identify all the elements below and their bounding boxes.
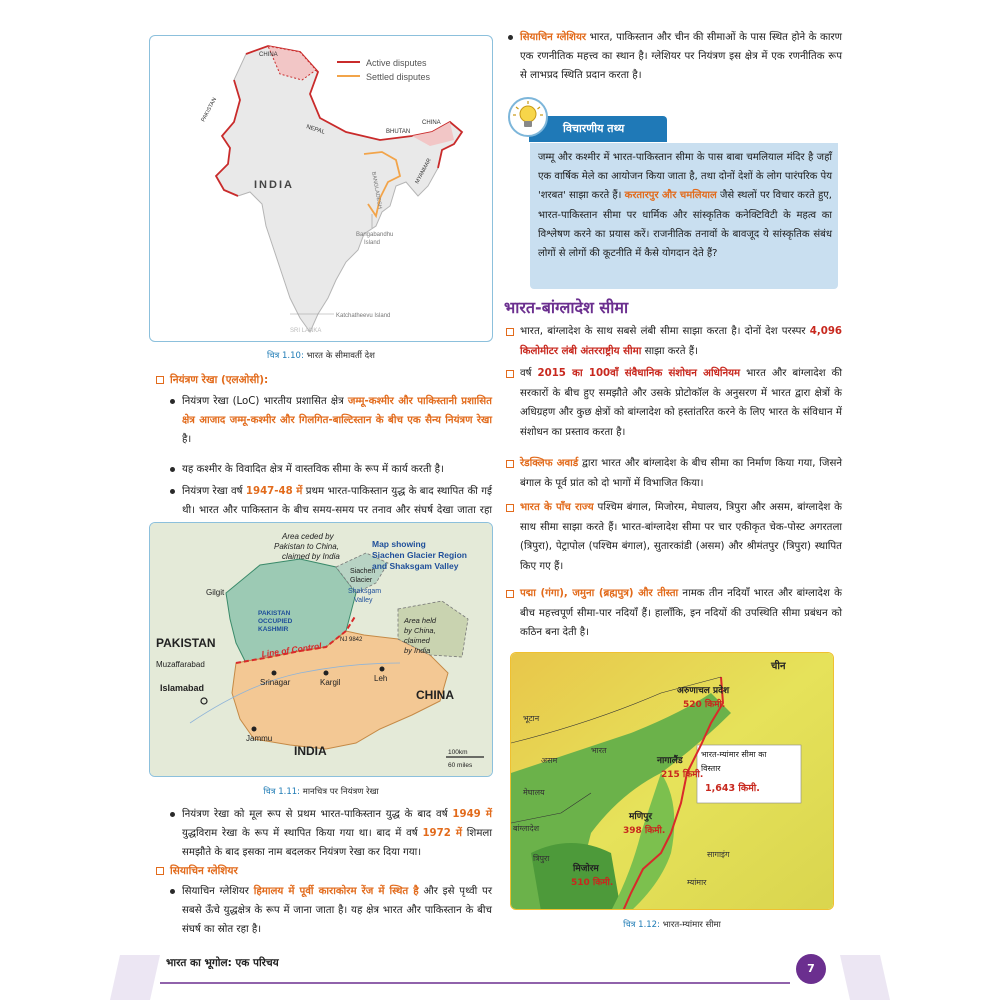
label-bangabandhu-1: Bangabandhu — [356, 232, 394, 238]
map-title-1: Map showing — [372, 539, 426, 549]
label-area-china-3: claimed — [404, 636, 430, 645]
label-ceded-1: Area ceded by — [282, 532, 334, 541]
siachen-bullet-1 — [182, 882, 492, 940]
label-border-box-km: 1,643 किमी. — [705, 783, 760, 794]
label-nj9842: NJ 9842 — [340, 637, 363, 643]
caption-number: चित्र 1.10: — [267, 351, 304, 361]
label-nagaland-km: 215 किमी. — [661, 770, 704, 780]
loc-b3-text: नियंत्रण रेखा वर्ष — [182, 486, 246, 497]
label-katchatheevu: Katchatheevu Island — [336, 313, 391, 319]
loc2-text-a: नियंत्रण रेखा को मूल रूप से प्रथम भारत-पाकिस्तान युद्ध के बाद वर्ष — [182, 809, 453, 820]
label-valley: Valley — [354, 597, 373, 604]
label-manipur: मणिपुर — [629, 812, 653, 822]
bd-p2-end: भारत और बांग्लादेश की सरकारों के बीच हुए समझौते और उसके प्रोटोकॉल के अनुसरण में भारत द्वारा क्षेत्रों के अधिग्रहण और कुछ क्षेत्रों को बांग्लादेश को हस्तांतरित करने के लिए भारत के संविधान में संशोधन का प्रस्ताव करता है। — [520, 368, 843, 438]
label-pakistan-big: PAKISTAN — [156, 636, 216, 650]
loc-bullet-4 — [182, 805, 492, 863]
siachen-map-svg — [150, 523, 493, 777]
label-meghalaya: मेघालय — [523, 788, 545, 797]
caption-number: चित्र 1.12: — [623, 920, 660, 930]
label-tripura: त्रिपुरा — [533, 854, 550, 863]
bd-point-4 — [520, 498, 842, 576]
label-srinagar: Srinagar — [260, 678, 291, 687]
label-pok-2: OCCUPIED — [258, 618, 293, 625]
map-title-2: Siachen Glacier Region — [372, 550, 467, 560]
bd-p2-text: वर्ष — [520, 368, 538, 379]
caption-text: भारत-म्यांमार सीमा — [659, 920, 721, 930]
siachen-b1-end: और इसे पृथ्वी पर सबसे ऊँचे युद्धक्षेत्र के रूप में जाना जाता है। यह क्षेत्र भारत और पाकिस्तान के बीच संघर्ष का स्रोत रहा है। — [182, 886, 492, 936]
map-india-myanmar — [510, 652, 834, 910]
bd-p1-text: भारत, बांग्लादेश के साथ सबसे लंबी सीमा साझा करता है। दोनों देश परस्पर — [520, 326, 810, 337]
bd-p4-text: पश्चिम बंगाल, मिजोरम, मेघालय, त्रिपुरा और असम, बांग्लादेश के साथ सीमा साझा करते हैं। भारत-बांग्लादेश सीमा पर चार एकीकृत चेक-पोस्ट अगरतला (त्रिपुरा), पेट्रापोल (पश्चिम बंगाल), सुतारकांडी (असम) और श्रीमंतपुर (त्रिपुरा) स्थापित किए गए हैं। — [520, 502, 842, 572]
loc2-year-1972: 1972 में — [422, 828, 462, 840]
label-india: INDIA — [254, 179, 294, 191]
loc-bullet-1 — [182, 392, 492, 450]
label-pok-1: PAKISTAN — [258, 610, 291, 617]
label-bangladesh: BANGLADESH — [370, 171, 383, 210]
siachen-heading: सियाचिन ग्लेशियर — [170, 862, 238, 880]
siachen-r1-text: भारत, पाकिस्तान और चीन की सीमाओं के पास स्थित होने के कारण एक रणनीतिक महत्त्व का स्थान है। ग्लेशियर पर नियंत्रण इस क्षेत्र में एक रणनीतिक रूप से लाभप्रद स्थिति प्रदान करता है। — [520, 32, 843, 82]
bd-point-3 — [520, 454, 842, 493]
footer-book-title: भारत का भूगोल: एक परिचय — [166, 957, 279, 969]
footer-decoration — [0, 955, 1000, 1000]
map-india-borders — [149, 35, 493, 342]
bd-p1-end: साझा करते हैं। — [641, 345, 699, 357]
label-siachen-2: Glacier — [350, 577, 373, 584]
label-bangladesh: बांग्लादेश — [513, 824, 540, 833]
loc2-year-1949: 1949 में — [452, 809, 493, 820]
fact-text-highlight: करतारपुर और चमलियाल — [624, 190, 717, 202]
label-myanmar: म्यांमार — [687, 878, 707, 887]
loc2-text-c: युद्धविराम रेखा के रूप में स्थापित किया गया था। बाद में वर्ष — [182, 828, 423, 840]
figure-caption-1-12 — [510, 919, 834, 930]
label-scale-miles: 60 miles — [448, 762, 473, 769]
bd-point-1 — [520, 322, 842, 361]
section-title-india-bangladesh: भारत-बांग्लादेश सीमा — [504, 298, 629, 317]
loc-b1-highlight: जम्मू-कश्मीर और पाकिस्तानी प्रशासित क्षेत्र आजाद जम्मू-कश्मीर और गिलगित-बाल्टिस्तान के बीच एक सैन्य नियंत्रण रेखा — [182, 396, 492, 427]
bd-p2-highlight: 2015 का 100वाँ संवैधानिक संशोधन अधिनियम — [537, 368, 741, 379]
india-landmass — [216, 46, 462, 332]
label-bharat: भारत — [591, 746, 607, 755]
label-scale-km: 100km — [448, 749, 468, 756]
bd-p5-highlight: पद्मा (गंगा), जमुना (ब्रह्मपुत्र) और तीस्ता — [520, 588, 679, 599]
label-muzaffarabad: Muzaffarabad — [156, 660, 205, 669]
label-china: CHINA — [259, 52, 278, 58]
label-sagaing: सागाइंग — [707, 850, 730, 859]
bd-p3-text: द्वारा भारत और बांग्लादेश के बीच सीमा का निर्माण किया गया, जिसने बंगाल के पूर्व प्रांत को दो भागों में विभाजित किया। — [520, 458, 842, 489]
siachen-r1-highlight: सियाचिन ग्लेशियर — [520, 32, 587, 43]
label-mizoram-km: 510 किमी. — [571, 878, 614, 888]
label-srilanka: SRI LANKA — [290, 328, 322, 334]
label-china: चीन — [771, 661, 786, 672]
legend-settled-label: Settled disputes — [366, 72, 431, 82]
lightbulb-icon — [508, 97, 548, 137]
siachen-bullet-2 — [520, 28, 842, 86]
label-india-big: INDIA — [294, 744, 327, 758]
label-area-china-4: by India — [404, 646, 431, 655]
bd-p5-text: नामक तीन नदियाँ भारत और बांग्लादेश के बीच महत्त्वपूर्ण सीमा-पार नदियाँ हैं। हालाँकि, इन नदियों की उपस्थिति सीमा प्रबंधन को कठिन बना देती है। — [520, 588, 842, 639]
label-arunachal-km: 520 किमी. — [683, 700, 726, 710]
label-assam: असम — [541, 756, 558, 765]
label-bhutan: भूटान — [523, 714, 540, 723]
label-pakistan: PAKISTAN — [200, 96, 219, 123]
bd-point-2 — [520, 364, 842, 442]
label-shaksgam: Shaksgam — [348, 588, 382, 595]
fact-box-title: विचारणीय तथ्य — [529, 116, 667, 142]
caption-number: चित्र 1.11: — [263, 787, 301, 797]
label-nagaland: नागालैंड — [657, 756, 683, 766]
label-bangabandhu-2: Island — [364, 240, 381, 246]
fact-box-text — [538, 148, 832, 263]
label-siachen-1: Siachen — [350, 568, 376, 575]
bd-p3-highlight: रेडक्लिफ अवार्ड — [520, 458, 579, 469]
fact-text-1: जम्मू और कश्मीर में भारत-पाकिस्तान सीमा के पास बाबा चमलियाल मंदिर है जहाँ एक वार्षिक मेले का आयोजन किया जाता है, तथा दोनों देशों के लोग पारंपरिक पेय 'शरबत' साझा करते हैं। — [538, 152, 832, 202]
label-nepal: NEPAL — [305, 124, 326, 136]
myanmar-map-svg — [511, 653, 834, 910]
label-bhutan: BHUTAN — [386, 129, 411, 135]
legend-active-label: Active disputes — [366, 58, 427, 68]
label-china-big: CHINA — [416, 688, 454, 702]
loc-b3-highlight: 1947-48 में — [245, 486, 303, 497]
loc-heading: नियंत्रण रेखा (एलओसी): — [170, 371, 268, 389]
label-loc: Line of Control — [260, 640, 323, 659]
bd-p4-highlight: भारत के पाँच राज्य — [520, 502, 594, 513]
loc-b3-end: प्रथम भारत-पाकिस्तान युद्ध के बाद स्थापित की गई थी। भारत और पाकिस्तान के बीच समय-समय पर तनाव और संघर्ष देखा जाता रहा — [182, 486, 492, 517]
label-islamabad: Islamabad — [160, 683, 205, 693]
label-china2: CHINA — [422, 120, 441, 126]
figure-caption-1-10 — [149, 350, 493, 361]
label-leh: Leh — [374, 674, 388, 683]
page-number: 7 — [796, 954, 826, 984]
loc-b1-end: है। — [182, 434, 192, 446]
siachen-b1-text: सियाचिन ग्लेशियर — [182, 886, 254, 897]
caption-text: मानचित्र पर नियंत्रण रेखा — [300, 787, 379, 797]
label-jammu: Jammu — [246, 734, 273, 743]
label-ceded-3: claimed by India — [282, 552, 340, 561]
label-gilgit: Gilgit — [206, 588, 225, 597]
label-arunachal: अरुणाचल प्रदेश — [677, 686, 730, 696]
caption-text: भारत के सीमावर्ती देश — [303, 351, 375, 361]
bd-p1-highlight: 4,096 किलोमीटर लंबी अंतरराष्ट्रीय सीमा — [520, 326, 842, 357]
map-siachen-loc — [149, 522, 493, 777]
label-mizoram: मिजोरम — [573, 864, 599, 874]
label-ceded-2: Pakistan to China, — [274, 542, 339, 551]
india-border-svg — [150, 36, 493, 342]
bd-point-5 — [520, 584, 842, 643]
map-title-3: and Shaksgam Valley — [372, 561, 459, 571]
loc-b1-text: नियंत्रण रेखा (LoC) भारतीय प्रशासित क्षेत्र — [182, 396, 348, 407]
figure-caption-1-11 — [149, 786, 493, 797]
label-myanmar: MYANMAR — [414, 157, 433, 185]
loc2-text-e: शिमला समझौते के बाद इसका नाम बदलकर नियंत्रण रेखा कर दिया गया। — [182, 828, 492, 859]
label-border-box-1: भारत-म्यांमार सीमा का — [701, 750, 767, 759]
label-kargil: Kargil — [320, 678, 341, 687]
label-pok-3: KASHMIR — [258, 626, 289, 633]
label-border-box-2: विस्तार — [701, 764, 721, 773]
label-area-china-1: Area held — [404, 616, 437, 625]
loc-b2-text: यह कश्मीर के विवादित क्षेत्र में वास्तविक सीमा के रूप में कार्य करती है। — [182, 464, 444, 475]
label-area-china-2: by China, — [404, 626, 436, 635]
siachen-b1-highlight: हिमालय में पूर्वी काराकोरम रेंज में स्थित है — [253, 886, 419, 897]
fact-text-3: जैसे स्थलों पर विचार करते हुए, भारत-पाकिस्तान सीमा पर धार्मिक और सांस्कृतिक कनेक्टिविटी के महत्व का विश्लेषण करने का प्रयास करें। राजनीतिक तनावों के बावजूद ये सांस्कृतिक संबंध लोगों से लोगों की कूटनीति में कैसे योगदान देते हैं? — [538, 190, 832, 260]
loc-bullet-2 — [182, 460, 492, 479]
label-manipur-km: 398 किमी. — [623, 826, 666, 836]
